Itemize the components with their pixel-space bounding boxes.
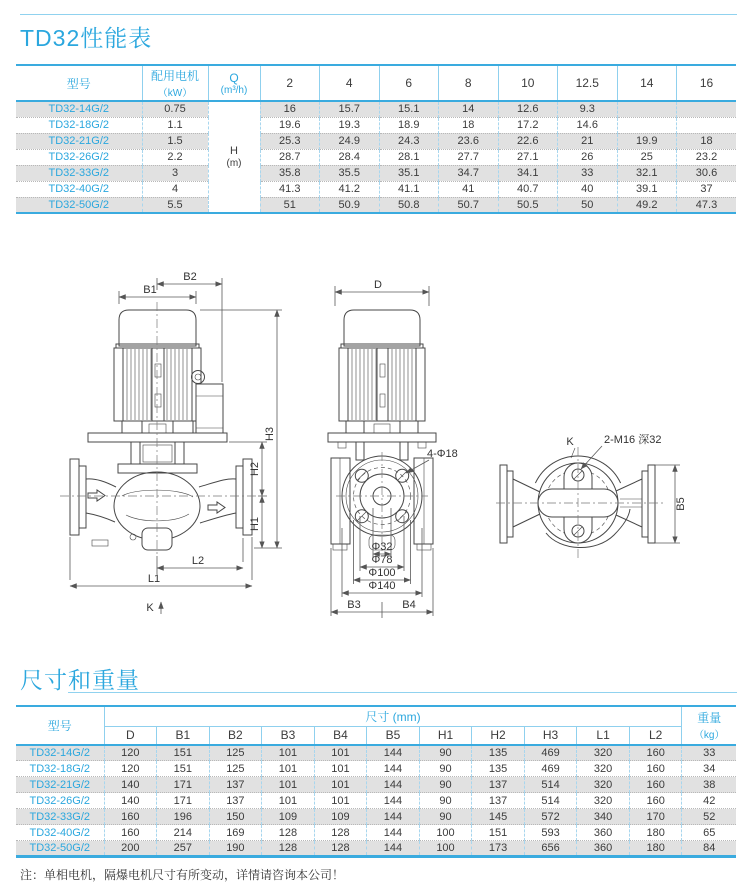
- dim-label-b3: B3: [347, 599, 361, 611]
- dimension-value-cell: 360: [577, 841, 630, 857]
- model-column-header: 型号: [16, 65, 142, 101]
- head-value-cell: 34.7: [439, 165, 499, 181]
- head-value-cell: 23.6: [439, 133, 499, 149]
- model-cell: TD32-21G/2: [16, 777, 104, 793]
- dimension-value-cell: 171: [157, 777, 210, 793]
- perf-table-row: [16, 149, 736, 165]
- dim-label-phi78: Φ78: [371, 554, 393, 566]
- dims-table-row: [16, 777, 736, 793]
- dimension-value-cell: 109: [262, 809, 315, 825]
- dimension-value-cell: 128: [262, 841, 315, 857]
- side-view-drawing: [30, 256, 310, 631]
- dims-table-row: [16, 745, 736, 761]
- dimension-value-cell: 171: [157, 793, 210, 809]
- motor-power-cell: 1.5: [142, 133, 208, 149]
- dimension-value-cell: 144: [367, 745, 420, 761]
- dimension-value-cell: 135: [472, 745, 525, 761]
- perf-table-row: [16, 181, 736, 197]
- flow-column-header: 8: [439, 65, 499, 101]
- dimension-value-cell: 160: [629, 793, 682, 809]
- perf-table-row: [16, 197, 736, 213]
- dimension-value-cell: 144: [367, 809, 420, 825]
- model-cell: TD32-40G/2: [16, 825, 104, 841]
- head-value-cell: 18: [439, 117, 499, 133]
- dim-column-header: B2: [209, 727, 262, 745]
- motor-power-cell: 2.2: [142, 149, 208, 165]
- dimension-value-cell: 469: [524, 745, 577, 761]
- head-value-cell: 21: [558, 133, 618, 149]
- head-value-cell: 18: [677, 133, 737, 149]
- flow-column-header: 12.5: [558, 65, 618, 101]
- section-divider-top: [20, 14, 737, 15]
- dimension-value-cell: 101: [262, 745, 315, 761]
- weight-value-cell: 84: [682, 841, 736, 857]
- head-unit-cell: H (m): [208, 101, 260, 213]
- thread-label: 2-M16 深32: [604, 434, 662, 446]
- head-value-cell: 50.9: [320, 197, 380, 213]
- dimension-value-cell: 151: [157, 761, 210, 777]
- head-value-cell: 15.1: [379, 101, 439, 117]
- head-value-cell: 37: [677, 181, 737, 197]
- top-view-body: [496, 447, 666, 561]
- dimension-value-cell: 469: [524, 761, 577, 777]
- flow-column-header: 4: [320, 65, 380, 101]
- dimension-value-cell: 144: [367, 761, 420, 777]
- dimension-value-cell: 145: [472, 809, 525, 825]
- motor-header-line2: （kW）: [157, 88, 193, 99]
- dims-header-row1: [16, 706, 736, 727]
- head-value-cell: 30.6: [677, 165, 737, 181]
- model-cell: TD32-50G/2: [16, 197, 142, 213]
- dimension-value-cell: 128: [314, 841, 367, 857]
- head-value-cell: 50.5: [498, 197, 558, 213]
- model-cell: TD32-50G/2: [16, 841, 104, 857]
- dims-table-row: [16, 761, 736, 777]
- dimension-value-cell: 180: [629, 841, 682, 857]
- dim-label-phi32: Φ32: [371, 541, 393, 553]
- dim-column-header: B3: [262, 727, 315, 745]
- flow-column-header: 6: [379, 65, 439, 101]
- dimension-value-cell: 140: [104, 777, 157, 793]
- flow-column-header: 2: [260, 65, 320, 101]
- dims-table-body: [16, 745, 736, 857]
- weight-value-cell: 34: [682, 761, 736, 777]
- dimension-value-cell: 150: [209, 809, 262, 825]
- dimension-value-cell: 151: [157, 745, 210, 761]
- dimension-value-cell: 173: [472, 841, 525, 857]
- dimension-value-cell: 137: [209, 777, 262, 793]
- weight-header-line2: （kg）: [693, 730, 725, 742]
- head-value-cell: 22.6: [498, 133, 558, 149]
- dim-column-header: H1: [419, 727, 472, 745]
- dimension-value-cell: 160: [629, 745, 682, 761]
- head-value-cell: 35.5: [320, 165, 380, 181]
- footnote: [20, 866, 752, 883]
- dimension-value-cell: 101: [314, 745, 367, 761]
- front-view-drawing: [308, 256, 518, 636]
- dims-weight-header: [682, 706, 736, 745]
- head-value-cell: 14: [439, 101, 499, 117]
- head-value-cell: 27.1: [498, 149, 558, 165]
- dimension-value-cell: 514: [524, 793, 577, 809]
- dimension-value-cell: 90: [419, 761, 472, 777]
- head-value-cell: 47.3: [677, 197, 737, 213]
- dim-label-phi100: Φ100: [368, 567, 396, 579]
- model-cell: TD32-26G/2: [16, 149, 142, 165]
- dimension-value-cell: 144: [367, 777, 420, 793]
- dim-label-l2: L2: [191, 555, 205, 567]
- dim-column-header: L2: [629, 727, 682, 745]
- dim-label-h3: H3: [264, 426, 276, 442]
- head-value-cell: 32.1: [617, 165, 677, 181]
- perf-table-row: [16, 133, 736, 149]
- dimensions-title: [20, 662, 737, 695]
- head-value-cell: 50: [558, 197, 618, 213]
- flow-arrow-inlet: [88, 490, 105, 501]
- dim-label-k-top: K: [566, 436, 574, 448]
- dims-table-row: [16, 825, 736, 841]
- head-value-cell: 28.1: [379, 149, 439, 165]
- dimension-value-cell: 514: [524, 777, 577, 793]
- dim-column-header: L1: [577, 727, 630, 745]
- motor-power-cell: 5.5: [142, 197, 208, 213]
- dim-label-k-side: K: [146, 602, 154, 614]
- head-value-cell: 17.2: [498, 117, 558, 133]
- weight-value-cell: 65: [682, 825, 736, 841]
- dims-table-row: [16, 841, 736, 857]
- dim-column-header: B5: [367, 727, 420, 745]
- dim-label-b1: B1: [143, 284, 157, 296]
- dimension-value-cell: 144: [367, 841, 420, 857]
- dim-label-b2: B2: [183, 271, 197, 283]
- perf-table-row: [16, 165, 736, 181]
- dim-label-l1: L1: [147, 573, 161, 585]
- dim-column-header: B1: [157, 727, 210, 745]
- dims-table-row: [16, 809, 736, 825]
- head-value-cell: 9.3: [558, 101, 618, 117]
- motor-header-line1: 配用电机: [150, 69, 199, 83]
- dimension-value-cell: 100: [419, 825, 472, 841]
- dimension-value-cell: 190: [209, 841, 262, 857]
- model-cell: TD32-18G/2: [16, 117, 142, 133]
- dimension-value-cell: 180: [629, 825, 682, 841]
- model-cell: TD32-40G/2: [16, 181, 142, 197]
- dimension-value-cell: 151: [472, 825, 525, 841]
- head-value-cell: 39.1: [617, 181, 677, 197]
- bolt-holes-label: 4-Φ18: [427, 448, 458, 460]
- dims-size-header: 尺寸 (mm): [104, 706, 682, 727]
- model-cell: TD32-21G/2: [16, 133, 142, 149]
- dim-label-h2: H2: [249, 461, 261, 477]
- dims-table-row: [16, 793, 736, 809]
- head-value-cell: 19.9: [617, 133, 677, 149]
- dimension-value-cell: 135: [472, 761, 525, 777]
- dimension-value-cell: 169: [209, 825, 262, 841]
- dimension-value-cell: 101: [262, 777, 315, 793]
- q-header-line1: Q: [229, 70, 239, 85]
- dimension-value-cell: 160: [629, 777, 682, 793]
- flow-arrow-outlet: [208, 502, 225, 513]
- head-value-cell: 28.7: [260, 149, 320, 165]
- top-view-drawing: [488, 421, 748, 631]
- dimension-value-cell: 128: [262, 825, 315, 841]
- dim-label-phi140: Φ140: [368, 580, 396, 592]
- dimension-value-cell: 140: [104, 793, 157, 809]
- weight-value-cell: 33: [682, 745, 736, 761]
- dims-header-row2: [16, 727, 736, 745]
- dim-column-header: H3: [524, 727, 577, 745]
- dimension-value-cell: 128: [314, 825, 367, 841]
- head-value-cell: 41: [439, 181, 499, 197]
- weight-value-cell: 38: [682, 777, 736, 793]
- side-view-pump-body: [60, 302, 258, 556]
- model-cell: TD32-14G/2: [16, 745, 104, 761]
- performance-title: TD32性能表: [20, 25, 153, 51]
- perf-table-body: [16, 101, 736, 213]
- performance-table: [16, 64, 736, 214]
- dimension-value-cell: 137: [472, 777, 525, 793]
- model-cell: TD32-33G/2: [16, 165, 142, 181]
- dimension-value-cell: 120: [104, 761, 157, 777]
- head-value-cell: [677, 117, 737, 133]
- front-view-motor: [328, 310, 436, 460]
- head-value-cell: 41.3: [260, 181, 320, 197]
- flow-unit-header: [208, 65, 260, 101]
- side-view-lantern: [118, 442, 197, 473]
- dim-label-d: D: [374, 279, 382, 291]
- technical-drawings: [0, 256, 752, 644]
- head-value-cell: 18.9: [379, 117, 439, 133]
- dimension-value-cell: 101: [262, 761, 315, 777]
- head-value-cell: 35.8: [260, 165, 320, 181]
- dimensions-title-text: 尺寸和重量: [20, 667, 140, 693]
- dimension-value-cell: 90: [419, 793, 472, 809]
- dim-column-header: D: [104, 727, 157, 745]
- dimension-value-cell: 90: [419, 777, 472, 793]
- q-header-line2: (m³/h): [220, 84, 248, 96]
- motor-column-header: [142, 65, 208, 101]
- head-value-cell: [617, 101, 677, 117]
- head-value-cell: 41.2: [320, 181, 380, 197]
- footnote-text: 注：单相电机，隔爆电机尺寸有所变动，详情请咨询本公司！: [20, 868, 345, 882]
- dimension-value-cell: 320: [577, 745, 630, 761]
- head-value-cell: 40.7: [498, 181, 558, 197]
- dimension-value-cell: 101: [314, 761, 367, 777]
- head-value-cell: 23.2: [677, 149, 737, 165]
- flow-column-header: 10: [498, 65, 558, 101]
- model-cell: TD32-14G/2: [16, 101, 142, 117]
- dimensions-table: [16, 705, 736, 858]
- motor-power-cell: 1.1: [142, 117, 208, 133]
- dimension-value-cell: 160: [104, 809, 157, 825]
- head-value-cell: 27.7: [439, 149, 499, 165]
- dimension-value-cell: 109: [314, 809, 367, 825]
- dimension-value-cell: 360: [577, 825, 630, 841]
- dimension-value-cell: 137: [472, 793, 525, 809]
- head-value-cell: 50.7: [439, 197, 499, 213]
- model-cell: TD32-26G/2: [16, 793, 104, 809]
- flow-column-header: 14: [617, 65, 677, 101]
- dim-column-header: H2: [472, 727, 525, 745]
- perf-table-row: [16, 101, 736, 117]
- head-value-cell: 24.9: [320, 133, 380, 149]
- perf-table-row: [16, 117, 736, 133]
- dimension-value-cell: 160: [104, 825, 157, 841]
- head-value-cell: 34.1: [498, 165, 558, 181]
- head-value-cell: [677, 101, 737, 117]
- dimension-value-cell: 160: [629, 761, 682, 777]
- dimension-value-cell: 120: [104, 745, 157, 761]
- dimension-value-cell: 144: [367, 825, 420, 841]
- dimension-value-cell: 125: [209, 761, 262, 777]
- flow-column-header: 16: [677, 65, 737, 101]
- weight-value-cell: 52: [682, 809, 736, 825]
- head-value-cell: 24.3: [379, 133, 439, 149]
- weight-header-line1: 重量: [697, 711, 722, 726]
- dimension-value-cell: 170: [629, 809, 682, 825]
- head-value-cell: 19.3: [320, 117, 380, 133]
- side-view-motor: [88, 310, 227, 442]
- motor-power-cell: 4: [142, 181, 208, 197]
- motor-power-cell: 3: [142, 165, 208, 181]
- dimension-value-cell: 101: [314, 777, 367, 793]
- dim-column-header: B4: [314, 727, 367, 745]
- head-value-cell: 28.4: [320, 149, 380, 165]
- head-value-cell: 14.6: [558, 117, 618, 133]
- head-value-cell: 49.2: [617, 197, 677, 213]
- dimension-value-cell: 125: [209, 745, 262, 761]
- dimension-value-cell: 100: [419, 841, 472, 857]
- dimension-value-cell: 656: [524, 841, 577, 857]
- head-value-cell: 33: [558, 165, 618, 181]
- head-value-cell: 50.8: [379, 197, 439, 213]
- weight-value-cell: 42: [682, 793, 736, 809]
- model-cell: TD32-33G/2: [16, 809, 104, 825]
- head-value-cell: 35.1: [379, 165, 439, 181]
- head-value-cell: 51: [260, 197, 320, 213]
- head-value-cell: 12.6: [498, 101, 558, 117]
- dimension-value-cell: 214: [157, 825, 210, 841]
- dimension-value-cell: 101: [314, 793, 367, 809]
- dimension-value-cell: 196: [157, 809, 210, 825]
- dimension-value-cell: 200: [104, 841, 157, 857]
- front-view-flange-face: [331, 452, 433, 552]
- dimension-value-cell: 144: [367, 793, 420, 809]
- dimension-value-cell: 137: [209, 793, 262, 809]
- dimension-value-cell: 340: [577, 809, 630, 825]
- model-cell: TD32-18G/2: [16, 761, 104, 777]
- perf-header-row: [16, 65, 736, 101]
- head-value-cell: [617, 117, 677, 133]
- head-value-cell: 41.1: [379, 181, 439, 197]
- dimension-value-cell: 320: [577, 777, 630, 793]
- dim-label-b4: B4: [402, 599, 416, 611]
- head-value-cell: 19.6: [260, 117, 320, 133]
- dimension-value-cell: 572: [524, 809, 577, 825]
- head-value-cell: 40: [558, 181, 618, 197]
- head-value-cell: 15.7: [320, 101, 380, 117]
- dimension-value-cell: 320: [577, 761, 630, 777]
- dimension-value-cell: 320: [577, 793, 630, 809]
- dimension-value-cell: 257: [157, 841, 210, 857]
- front-view-dimensions: [331, 279, 458, 618]
- dimension-value-cell: 90: [419, 809, 472, 825]
- head-value-cell: 16: [260, 101, 320, 117]
- dims-model-header: 型号: [16, 706, 104, 745]
- head-value-cell: 26: [558, 149, 618, 165]
- head-value-cell: 25: [617, 149, 677, 165]
- dimension-value-cell: 90: [419, 745, 472, 761]
- dim-label-h1: H1: [249, 516, 261, 532]
- head-value-cell: 25.3: [260, 133, 320, 149]
- motor-power-cell: 0.75: [142, 101, 208, 117]
- section-divider-bottom: [68, 692, 737, 693]
- dimension-value-cell: 593: [524, 825, 577, 841]
- dimension-value-cell: 101: [262, 793, 315, 809]
- dim-label-b5: B5: [675, 497, 687, 511]
